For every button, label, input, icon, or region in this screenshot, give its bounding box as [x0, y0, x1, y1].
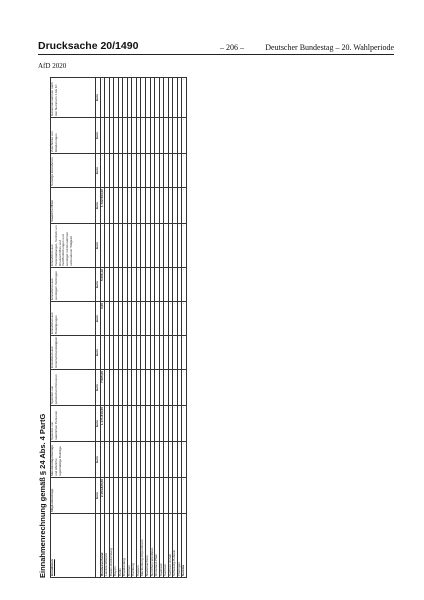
table-cell: · [182, 224, 187, 268]
table-cell: · [173, 224, 178, 268]
table-cell: · [155, 406, 160, 442]
table-cell: · [155, 188, 160, 224]
table-cell: · [123, 336, 128, 370]
table-cell: · [132, 224, 137, 268]
table-cell: · [164, 336, 169, 370]
table-cell: · [141, 370, 146, 406]
table-cell: · [146, 78, 151, 118]
table-cell: · [177, 370, 182, 406]
table-cell: · [159, 442, 164, 478]
unit-cell: Euro [96, 154, 101, 188]
table-cell: · [109, 154, 114, 188]
table-cell: · [159, 118, 164, 154]
table-cell: · [109, 442, 114, 478]
table-cell: · [182, 302, 187, 336]
column-header: Gesamteinnahmen nach den Nummern 1 bis 10 [51, 78, 96, 118]
table-cell: · [150, 154, 155, 188]
table-cell: · [146, 302, 151, 336]
table-cell: · [123, 478, 128, 514]
table-cell: · [150, 118, 155, 154]
table-cell: · [136, 268, 141, 302]
row-label: Thüringen [177, 514, 182, 578]
table-cell: 2.154.820,00 [100, 478, 105, 514]
table-cell: 1.722.563,00 [100, 188, 105, 224]
table-cell: · [150, 478, 155, 514]
table-cell: · [105, 442, 110, 478]
table-cell: · [141, 78, 146, 118]
column-header: Spenden von juristischen Personen [51, 370, 96, 406]
row-label: Landesverbände [105, 514, 110, 578]
unit-cell: Euro [96, 188, 101, 224]
row-label: Bayern [114, 514, 119, 578]
table-cell: · [177, 406, 182, 442]
table-cell: · [182, 370, 187, 406]
table-cell: · [114, 442, 119, 478]
table-cell: · [168, 370, 173, 406]
income-statement-table [50, 77, 187, 578]
table-cell: · [118, 406, 123, 442]
table-cell: · [173, 336, 178, 370]
table-cell: · [132, 406, 137, 442]
table-cell: · [159, 336, 164, 370]
table-cell: · [123, 188, 128, 224]
table-cell: · [168, 302, 173, 336]
row-label: Rheinland-Pfalz [155, 514, 160, 578]
table-cell: · [177, 78, 182, 118]
table-cell: · [177, 118, 182, 154]
table-cell: · [173, 188, 178, 224]
unit-cell: Euro [96, 302, 101, 336]
table-cell: · [168, 78, 173, 118]
table-cell: · [123, 442, 128, 478]
table-cell: · [182, 478, 187, 514]
table-cell: · [100, 154, 105, 188]
table-cell: · [182, 188, 187, 224]
column-header: Sonstige Einnahmen [51, 154, 96, 188]
table-cell: · [109, 224, 114, 268]
table-cell: · [164, 154, 169, 188]
row-label: Schleswig-Holstein [173, 514, 178, 578]
row-label: Saarland [159, 514, 164, 578]
table-cell: · [155, 442, 160, 478]
table-cell: · [141, 442, 146, 478]
table-cell: · [177, 268, 182, 302]
table-cell: · [109, 78, 114, 118]
table-cell: · [182, 154, 187, 188]
table-cell: · [182, 406, 187, 442]
table-cell: · [182, 336, 187, 370]
table-cell: · [173, 302, 178, 336]
table-cell: · [141, 268, 146, 302]
table-cell: · [105, 224, 110, 268]
row-label: Brandenburg [123, 514, 128, 578]
publisher-line: Deutscher Bundestag – 20. Wahlperiode [265, 43, 394, 52]
row-label: Berlin [118, 514, 123, 578]
table-cell: · [105, 478, 110, 514]
table-cell: · [123, 406, 128, 442]
table-cell: · [164, 78, 169, 118]
table-cell: · [118, 268, 123, 302]
table-cell: · [105, 302, 110, 336]
table-cell: · [159, 78, 164, 118]
table-cell: · [100, 336, 105, 370]
table-cell: · [168, 154, 173, 188]
table-cell: · [141, 118, 146, 154]
row-label: Sachsen-Anhalt [168, 514, 173, 578]
table-cell: · [118, 370, 123, 406]
table-cell: · [118, 302, 123, 336]
table-cell: · [164, 478, 169, 514]
table-cell: · [114, 302, 119, 336]
table-cell: · [127, 478, 132, 514]
row-label: Niedersachsen [146, 514, 151, 578]
table-cell: · [150, 78, 155, 118]
table-cell: · [105, 188, 110, 224]
table-cell: · [114, 154, 119, 188]
table-cell: · [127, 154, 132, 188]
page-number: – 206 – [220, 43, 244, 52]
table-cell: · [159, 478, 164, 514]
rotated-table [38, 78, 394, 578]
running-header [38, 38, 394, 55]
table-cell: 1.171.810,00 [100, 406, 105, 442]
table-cell: · [105, 406, 110, 442]
table-cell: · [173, 78, 178, 118]
row-label: Nordrhein-Westfalen [150, 514, 155, 578]
table-cell: · [150, 224, 155, 268]
table-cell: · [159, 302, 164, 336]
column-header: Spenden von natürlichen Personen [51, 406, 96, 442]
table-cell: · [136, 478, 141, 514]
row-label: Baden-Württemberg [109, 514, 114, 578]
table-cell: · [105, 78, 110, 118]
table-cell: · [173, 478, 178, 514]
table-cell: · [132, 442, 137, 478]
table-cell: · [146, 370, 151, 406]
table-cell: · [100, 442, 105, 478]
rotated-table-area [38, 78, 394, 578]
table-cell: · [100, 78, 105, 118]
table-cell: · [146, 268, 151, 302]
table-cell: · [141, 302, 146, 336]
table-cell: · [182, 118, 187, 154]
table-cell: · [105, 336, 110, 370]
table-cell: · [118, 78, 123, 118]
unit-cell: Euro [96, 224, 101, 268]
table-cell: · [123, 370, 128, 406]
table-cell: · [127, 268, 132, 302]
table-cell: · [177, 224, 182, 268]
table-cell: · [155, 370, 160, 406]
table-cell: · [155, 224, 160, 268]
table-cell: · [141, 154, 146, 188]
table-cell: · [146, 442, 151, 478]
column-header: Zuschüsse von Gliederungen [51, 118, 96, 154]
row-label: Mecklenburg-Vorpommern [141, 514, 146, 578]
table-cell: · [114, 336, 119, 370]
table-cell: · [114, 478, 119, 514]
table-cell: · [173, 154, 178, 188]
table-cell: · [127, 188, 132, 224]
column-header: Einnahmen aus sonstigem Vermögen [51, 268, 96, 302]
table-cell: · [177, 442, 182, 478]
table-cell: · [114, 268, 119, 302]
unit-cell: Euro [96, 78, 101, 118]
table-cell: · [118, 154, 123, 188]
table-cell: · [123, 78, 128, 118]
table-cell: · [118, 188, 123, 224]
table-cell: · [141, 188, 146, 224]
table-cell: · [150, 188, 155, 224]
party-year-label: AfD 2020 [38, 62, 67, 70]
unit-cell: Euro [96, 478, 101, 514]
table-cell: · [114, 78, 119, 118]
table-cell: · [127, 78, 132, 118]
table-cell: · [132, 302, 137, 336]
table-cell: · [177, 302, 182, 336]
unit-cell: Euro [96, 442, 101, 478]
table-cell: · [146, 224, 151, 268]
table-cell: · [155, 268, 160, 302]
table-cell: · [164, 442, 169, 478]
row-label: Bremen [127, 514, 132, 578]
row-label: Hessen [136, 514, 141, 578]
table-cell: · [127, 224, 132, 268]
table-cell: · [105, 154, 110, 188]
table-cell: · [136, 224, 141, 268]
table-cell: · [146, 336, 151, 370]
table-cell: · [109, 188, 114, 224]
table-cell: · [173, 370, 178, 406]
table-cell: · [141, 478, 146, 514]
table-cell: · [127, 302, 132, 336]
table-cell: · [177, 336, 182, 370]
table-cell: · [136, 188, 141, 224]
table-cell: · [168, 442, 173, 478]
table-cell: · [114, 118, 119, 154]
unit-cell: Euro [96, 336, 101, 370]
table-cell: · [146, 406, 151, 442]
table-cell: · [168, 188, 173, 224]
table-cell: · [136, 336, 141, 370]
table-cell: · [123, 224, 128, 268]
table-cell: · [109, 406, 114, 442]
table-cell: · [109, 118, 114, 154]
table-cell: · [168, 406, 173, 442]
table-cell: · [141, 406, 146, 442]
unit-cell: Euro [96, 406, 101, 442]
table-cell: · [177, 478, 182, 514]
table-cell: · [164, 268, 169, 302]
table-cell: · [132, 336, 137, 370]
table-body [100, 78, 186, 578]
table-cell: · [164, 188, 169, 224]
table-cell: · [136, 78, 141, 118]
table-cell: · [114, 224, 119, 268]
column-header: Einnahmen aus Veranstaltungen, Vertrieb von Druckschriften und Veröffentlichungen und sonstiger mit Einnahmen verbundener Tätigkeit [51, 224, 96, 268]
table-cell: · [155, 302, 160, 336]
table-cell: · [173, 268, 178, 302]
table-cell: · [159, 370, 164, 406]
table-cell: · [132, 118, 137, 154]
table-cell: · [168, 224, 173, 268]
table-cell: · [164, 406, 169, 442]
table-cell: · [105, 118, 110, 154]
table-cell: · [132, 154, 137, 188]
table-row [182, 78, 187, 578]
table-cell: · [118, 478, 123, 514]
table-cell: · [118, 442, 123, 478]
table-cell: 0,00 [100, 302, 105, 336]
table-cell: · [159, 188, 164, 224]
table-cell: · [123, 302, 128, 336]
table-cell: · [155, 336, 160, 370]
table-cell: · [136, 442, 141, 478]
table-cell: · [159, 154, 164, 188]
column-header: Staatliche Mittel [51, 188, 96, 224]
row-label: Bundesverband [100, 514, 105, 578]
table-cell: · [150, 406, 155, 442]
table-cell: · [100, 224, 105, 268]
table-cell: · [109, 478, 114, 514]
table-cell: 5.006,16 [100, 268, 105, 302]
table-cell: · [141, 224, 146, 268]
table-cell: · [114, 406, 119, 442]
table-cell: · [132, 78, 137, 118]
table-cell: · [118, 118, 123, 154]
table-cell: · [150, 302, 155, 336]
row-label: Hamburg [132, 514, 137, 578]
table-cell: · [118, 224, 123, 268]
table-cell: · [159, 268, 164, 302]
table-cell: · [150, 336, 155, 370]
table-cell: · [182, 268, 187, 302]
table-cell: · [127, 370, 132, 406]
table-cell: · [123, 154, 128, 188]
table-cell: · [150, 442, 155, 478]
table-cell: · [114, 188, 119, 224]
table-cell: · [168, 478, 173, 514]
column-header: Mitgliedsbeiträge [51, 478, 96, 514]
table-cell: · [109, 336, 114, 370]
table-cell: · [127, 336, 132, 370]
column-header: Einnahmen aus Beteiligungen [51, 302, 96, 336]
document-number: Drucksache 20/1490 [38, 40, 139, 52]
table-cell: · [141, 336, 146, 370]
column-header-row [51, 78, 96, 578]
table-cell: · [132, 370, 137, 406]
table-cell: · [146, 478, 151, 514]
table-cell: · [132, 478, 137, 514]
table-cell: 7.565,00 [100, 370, 105, 406]
row-label: Summe [182, 514, 187, 578]
row-label: Sachsen [164, 514, 169, 578]
table-cell: · [182, 442, 187, 478]
table-cell: · [136, 370, 141, 406]
table-cell: · [168, 118, 173, 154]
table-cell: · [146, 188, 151, 224]
column-header: Einnahmen aus Unternehmenstätigkeit [51, 336, 96, 370]
table-cell: · [127, 118, 132, 154]
table-cell: · [159, 406, 164, 442]
table-cell: · [155, 478, 160, 514]
table-cell: · [136, 302, 141, 336]
table-cell: · [109, 302, 114, 336]
table-cell: · [109, 370, 114, 406]
table-cell: · [132, 268, 137, 302]
table-cell: · [182, 78, 187, 118]
table-cell: · [173, 442, 178, 478]
table-cell: · [164, 370, 169, 406]
table-cell: · [150, 370, 155, 406]
table-cell: · [136, 406, 141, 442]
unit-cell: Euro [96, 370, 101, 406]
unit-cell: Euro [96, 268, 101, 302]
table-cell: · [105, 268, 110, 302]
table-cell: · [123, 268, 128, 302]
table-cell: · [155, 78, 160, 118]
table-cell: · [109, 268, 114, 302]
table-cell: · [159, 224, 164, 268]
table-cell: · [127, 442, 132, 478]
table-title: Einnahmenrechnung gemäß § 24 Abs. 4 PartG [38, 413, 47, 578]
table-cell: · [164, 302, 169, 336]
table-cell: · [136, 118, 141, 154]
table-cell: · [146, 118, 151, 154]
table-cell: · [105, 370, 110, 406]
table-cell: · [100, 118, 105, 154]
table-cell: · [173, 118, 178, 154]
table-cell: · [155, 118, 160, 154]
table-cell: · [164, 118, 169, 154]
table-cell: · [173, 406, 178, 442]
table-cell: · [118, 336, 123, 370]
table-cell: · [123, 118, 128, 154]
table-cell: · [164, 224, 169, 268]
table-cell: · [146, 154, 151, 188]
table-cell: · [177, 154, 182, 188]
table-cell: · [136, 154, 141, 188]
table-cell: · [132, 188, 137, 224]
table-cell: · [155, 154, 160, 188]
unit-cell: Euro [96, 118, 101, 154]
table-cell: · [168, 268, 173, 302]
table-cell: · [150, 268, 155, 302]
table-cell: · [127, 406, 132, 442]
table-cell: · [177, 188, 182, 224]
table-cell: · [114, 370, 119, 406]
column-header: Einnahmen [51, 514, 96, 578]
table-cell: · [168, 336, 173, 370]
column-header: Mandatsträgerbeiträge und ähnliche regelmäßige Beiträge [51, 442, 96, 478]
